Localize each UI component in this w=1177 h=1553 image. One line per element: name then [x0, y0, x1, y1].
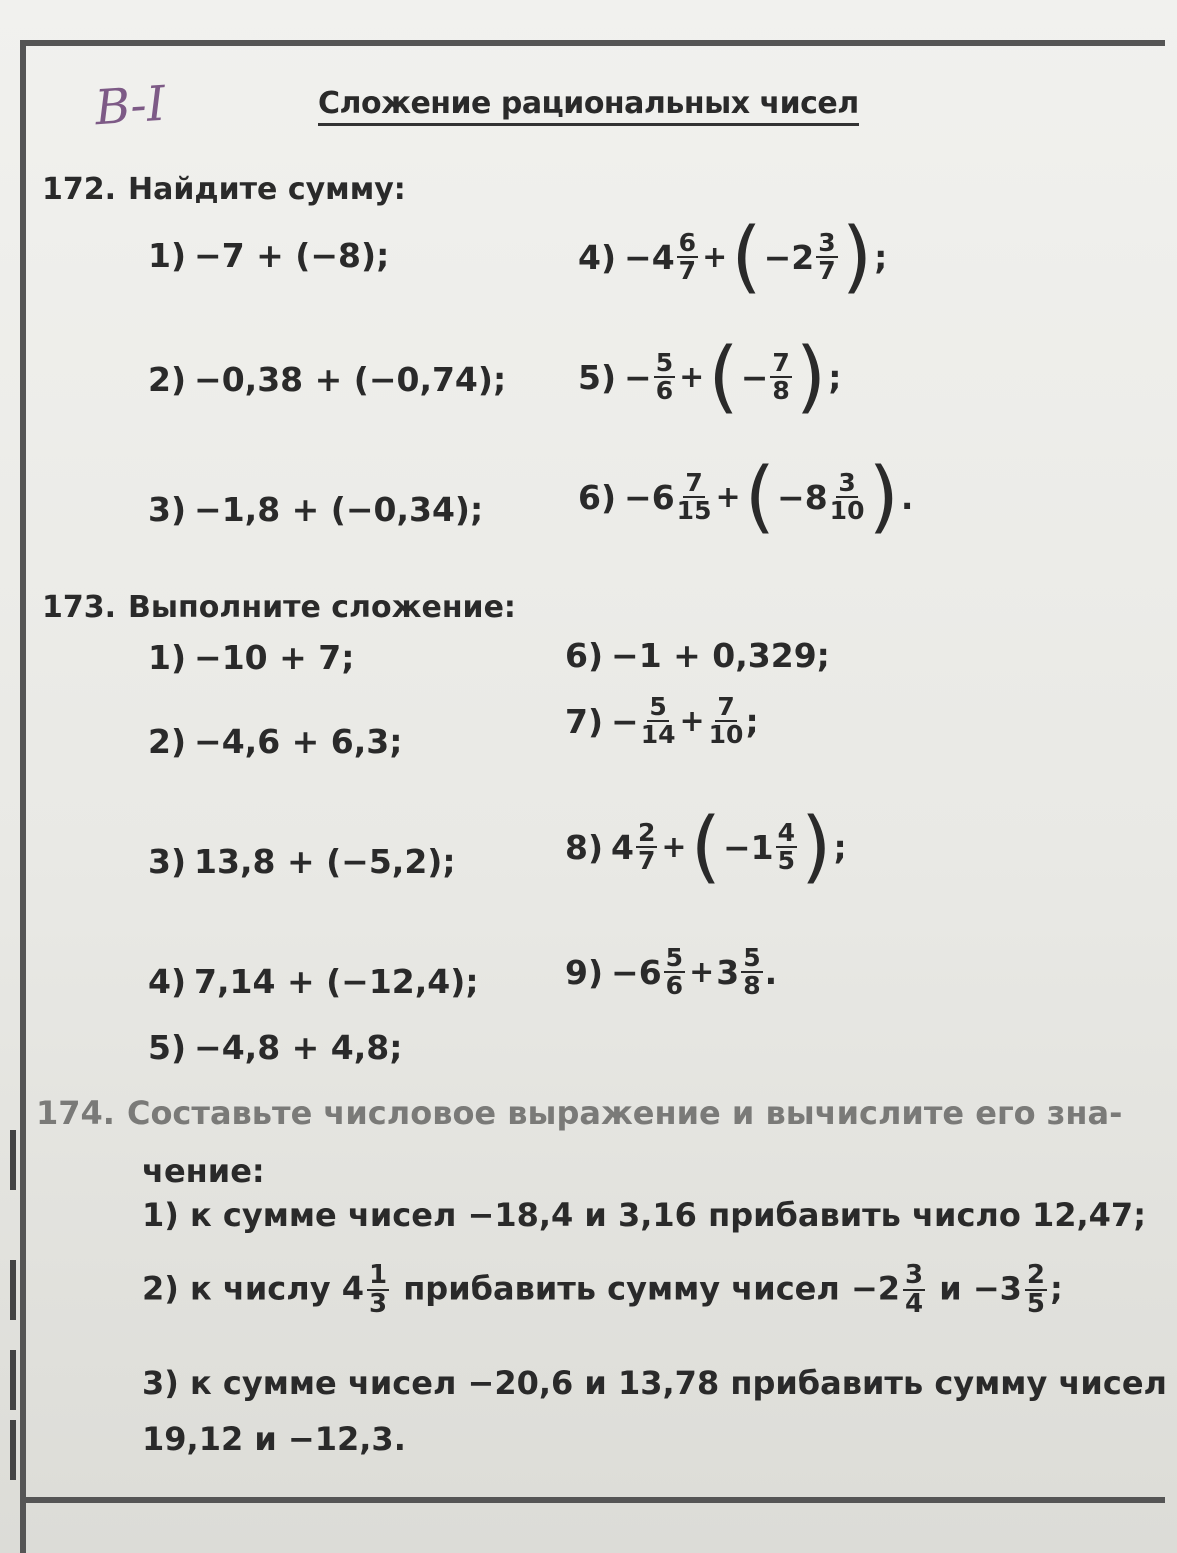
item-expression: −10 + 7;	[194, 638, 355, 677]
item-number: 6)	[565, 636, 604, 675]
item-number: 7)	[565, 701, 604, 741]
item-number: 9)	[565, 952, 604, 992]
numerator: 3	[818, 227, 836, 257]
left-paren: (	[744, 452, 776, 542]
denominator: 5	[777, 846, 796, 875]
task-number: 174.	[36, 1094, 115, 1132]
right-paren: )	[841, 212, 873, 302]
denominator: 5	[1026, 1289, 1045, 1320]
minus-sign: −	[740, 357, 769, 397]
numerator: 3	[838, 467, 856, 497]
task-172-heading	[42, 172, 406, 207]
numerator: 7	[717, 692, 735, 721]
task-173-item-8	[565, 802, 847, 892]
task-173-item-9	[565, 945, 777, 1000]
fraction	[776, 817, 797, 875]
terminator: .	[900, 477, 914, 517]
task-173-item-7	[565, 694, 759, 749]
task-173-item-6	[565, 636, 830, 675]
numerator: 3	[905, 1260, 924, 1290]
item-number: 3)	[148, 490, 187, 529]
task-number: 172.	[42, 172, 117, 207]
left-paren: (	[690, 802, 721, 892]
margin-mark	[10, 1130, 16, 1190]
plus-sign: +	[715, 479, 741, 515]
denominator: 7	[638, 846, 656, 875]
handwritten-variant-note: В-I	[93, 75, 168, 137]
minus-sign: −	[611, 701, 639, 741]
margin-mark	[10, 1350, 16, 1410]
item-number: 1)	[148, 638, 187, 677]
whole-part: 4	[611, 827, 635, 867]
whole-part: −2	[763, 237, 815, 277]
item-expression: 13,8 + (−5,2);	[194, 842, 456, 881]
numerator: 4	[777, 817, 796, 847]
numerator: 5	[655, 347, 674, 377]
terminator: ;	[1049, 1269, 1063, 1308]
denominator: 4	[905, 1289, 924, 1320]
numerator: 7	[685, 467, 703, 497]
task-174-heading	[36, 1094, 1122, 1132]
item-number: 2)	[148, 722, 187, 761]
fraction	[664, 945, 685, 1000]
whole-part: 3	[716, 952, 740, 992]
item-expression: −4,8 + 4,8;	[194, 1028, 403, 1067]
task-number: 173.	[42, 590, 117, 625]
task-172-item-5	[578, 332, 842, 422]
task-174-heading-continued: чение:	[142, 1152, 265, 1190]
item-expression	[611, 945, 777, 1000]
whole-part: −6	[611, 952, 662, 992]
item-number: 3)	[148, 842, 187, 881]
task-174-item-3-continued: 19,12 и −12,3.	[142, 1420, 406, 1458]
denominator: 7	[818, 256, 836, 285]
item-expression	[611, 694, 759, 749]
denominator: 8	[743, 971, 761, 1001]
numerator: 5	[649, 692, 667, 721]
fraction	[709, 694, 744, 749]
task-instruction: Выполните сложение:	[128, 590, 516, 625]
whole-part: −8	[777, 477, 828, 517]
fraction	[829, 467, 865, 525]
denominator: 15	[676, 496, 712, 525]
fraction	[770, 347, 791, 405]
plus-sign: +	[702, 239, 728, 275]
task-172-item-4	[578, 212, 888, 302]
page-frame-bottom	[20, 1497, 1165, 1503]
right-paren: )	[795, 332, 827, 422]
margin-mark	[10, 1420, 16, 1480]
whole-part: −1	[723, 827, 774, 867]
whole-part: −2	[850, 1269, 901, 1308]
task-174-item-3: 3) к сумме чисел −20,6 и 13,78 прибавить сумму чисел	[142, 1364, 1167, 1402]
item-expression: −7 + (−8);	[194, 236, 390, 275]
whole-part: −6	[624, 477, 675, 517]
margin-mark	[10, 1260, 16, 1320]
task-173-item-5	[148, 1028, 402, 1067]
plus-sign: +	[679, 703, 705, 739]
task-instruction: Составьте числовое выражение и вычислите его зна-	[126, 1094, 1123, 1132]
terminator: ;	[745, 701, 759, 741]
task-173-item-3	[148, 842, 456, 881]
item-number: 4)	[578, 237, 617, 277]
numerator: 2	[638, 817, 656, 847]
denominator: 10	[708, 720, 744, 750]
denominator: 8	[772, 376, 790, 405]
denominator: 6	[655, 376, 674, 405]
task-172-item-2	[148, 360, 506, 399]
task-173-item-1	[148, 638, 354, 677]
item-number: 5)	[578, 357, 617, 397]
whole-part: −4	[624, 237, 675, 277]
item-text: и	[939, 1269, 962, 1308]
minus-sign: −	[624, 357, 652, 397]
task-172-item-6	[578, 452, 914, 542]
terminator: ;	[833, 827, 847, 867]
item-expression	[624, 452, 914, 542]
item-text: прибавить сумму чисел	[403, 1269, 840, 1308]
left-paren: (	[708, 332, 739, 422]
plus-sign: +	[689, 954, 715, 990]
fraction	[816, 227, 837, 285]
denominator: 14	[640, 720, 676, 750]
fraction	[636, 817, 657, 875]
item-expression	[611, 802, 847, 892]
task-173-heading	[42, 590, 516, 625]
task-172-item-1	[148, 236, 389, 275]
item-number: 1)	[148, 236, 187, 275]
item-number: 6)	[578, 477, 617, 517]
item-expression	[624, 332, 842, 422]
left-paren: (	[731, 212, 762, 302]
numerator: 2	[1026, 1260, 1045, 1290]
numerator: 6	[678, 227, 697, 257]
terminator: ;	[874, 237, 888, 277]
whole-part: 4	[341, 1269, 364, 1308]
plus-sign: +	[661, 829, 687, 865]
denominator: 3	[368, 1289, 388, 1320]
fraction	[741, 945, 762, 1000]
denominator: 10	[829, 496, 865, 525]
fraction	[677, 227, 698, 285]
item-number: 8)	[565, 827, 604, 867]
item-expression: −1 + 0,329;	[611, 636, 830, 675]
item-expression: −4,6 + 6,3;	[194, 722, 403, 761]
whole-part: −3	[972, 1269, 1022, 1308]
item-number: 4)	[148, 962, 187, 1001]
denominator: 6	[665, 971, 684, 1001]
numerator: 5	[665, 943, 684, 972]
fraction	[676, 467, 712, 525]
plus-sign: +	[679, 359, 705, 395]
numerator: 5	[743, 943, 761, 972]
item-expression: 7,14 + (−12,4);	[194, 962, 479, 1001]
fraction	[367, 1262, 389, 1319]
item-expression: −0,38 + (−0,74);	[194, 360, 507, 399]
numerator: 7	[772, 347, 790, 377]
task-instruction: Найдите сумму:	[128, 172, 406, 207]
task-174-item-2	[142, 1262, 1063, 1319]
terminator: ;	[828, 357, 842, 397]
page-title: Сложение рациональных чисел	[318, 86, 859, 126]
item-expression: −1,8 + (−0,34);	[194, 490, 484, 529]
numerator: 1	[368, 1260, 388, 1290]
task-172-item-3	[148, 490, 483, 529]
fraction	[654, 347, 675, 405]
task-173-item-4	[148, 962, 479, 1001]
right-paren: )	[868, 452, 899, 542]
fraction	[641, 694, 676, 749]
right-paren: )	[801, 802, 832, 892]
item-text: 2) к числу	[142, 1269, 331, 1308]
item-number: 5)	[148, 1028, 187, 1067]
task-173-item-2	[148, 722, 402, 761]
denominator: 7	[678, 256, 697, 285]
item-number: 2)	[148, 360, 187, 399]
terminator: .	[764, 952, 778, 992]
fraction	[1025, 1262, 1047, 1319]
task-174-item-1: 1) к сумме чисел −18,4 и 3,16 прибавить число 12,47;	[142, 1196, 1146, 1234]
item-expression	[624, 212, 888, 302]
fraction	[903, 1262, 925, 1319]
